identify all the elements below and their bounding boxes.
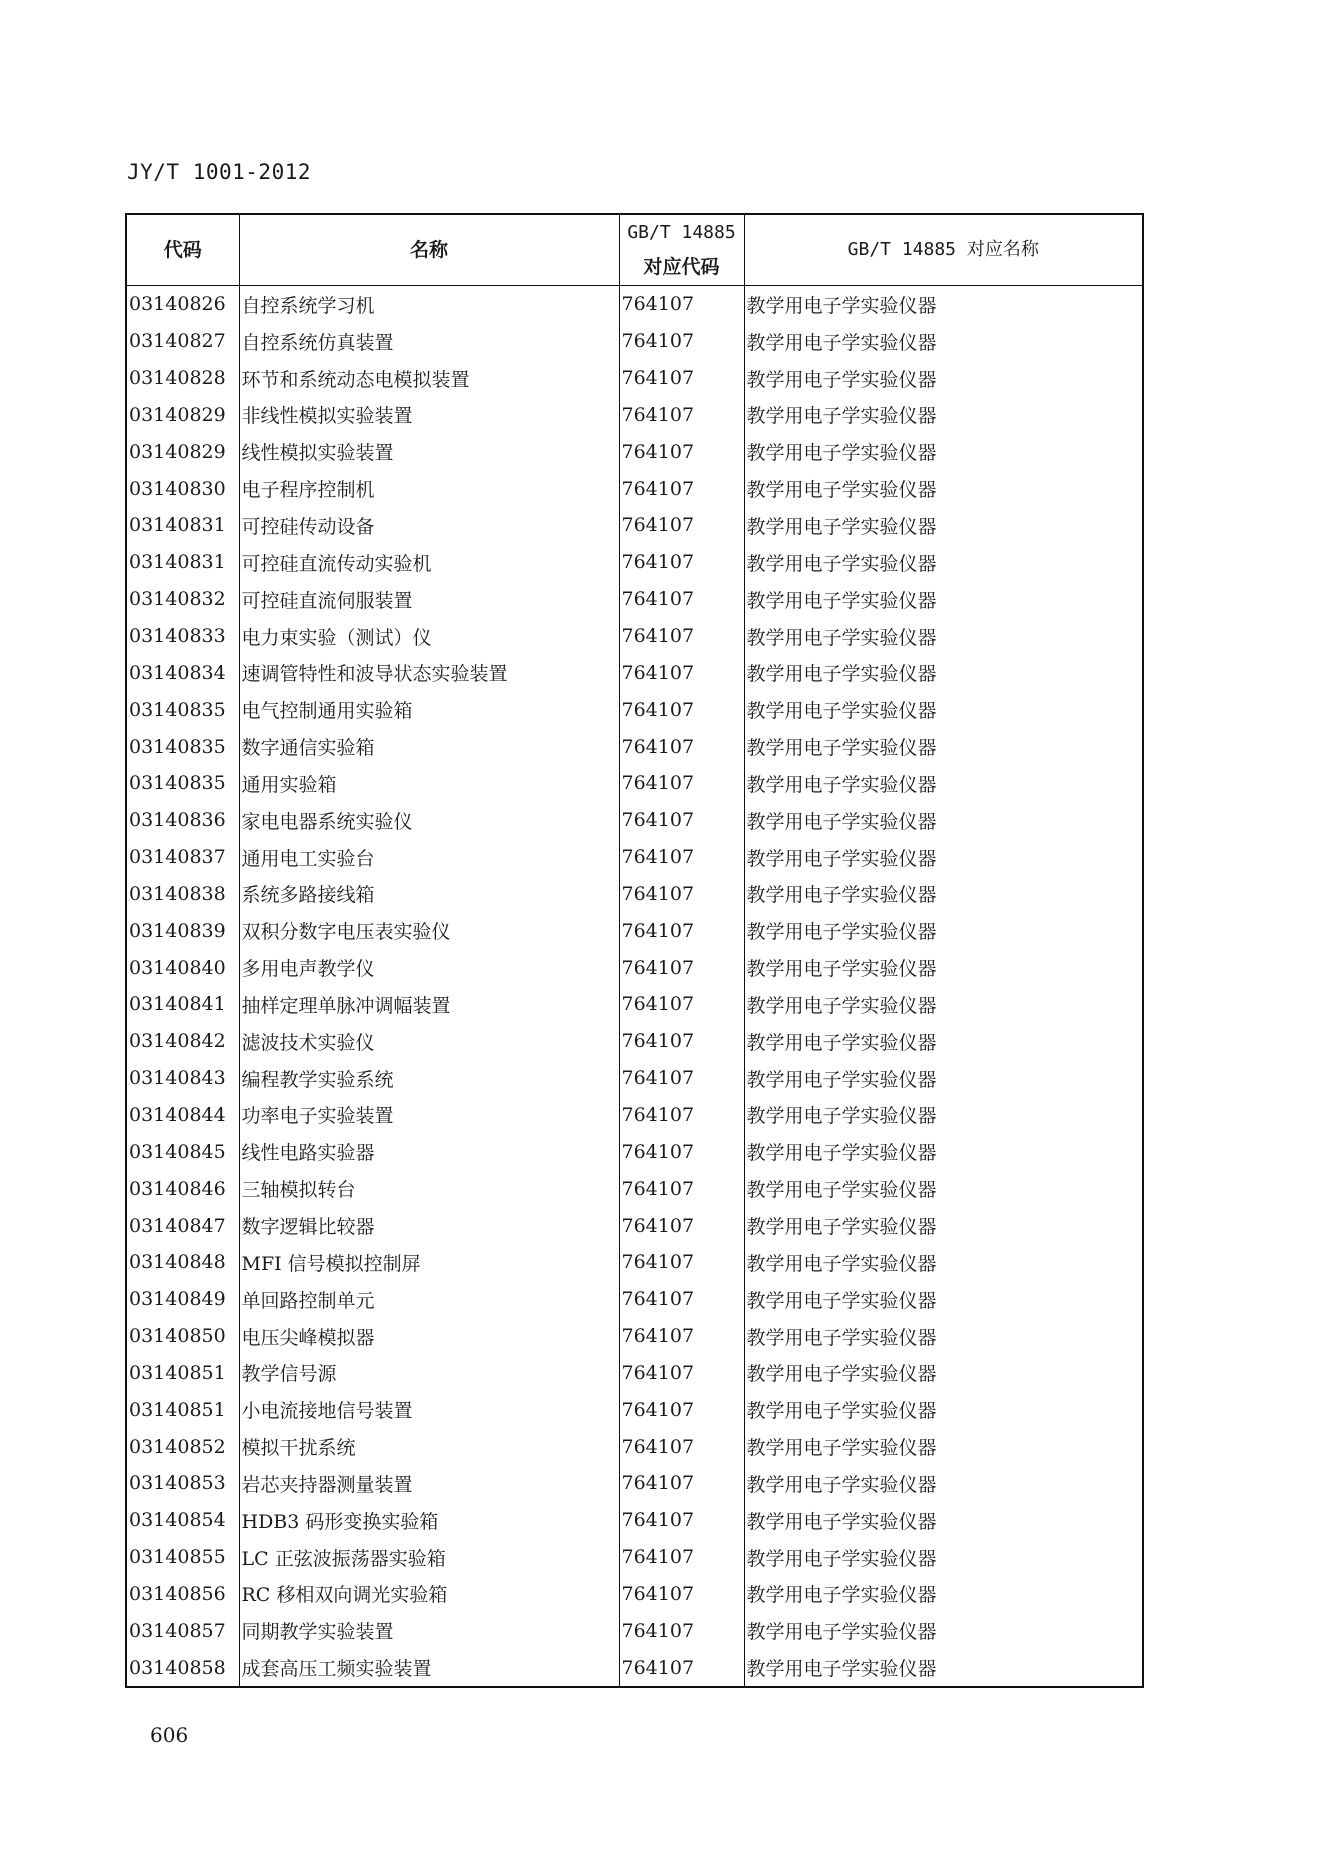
table-body [126,286,1143,1688]
cell-code: 03140829 [126,397,239,434]
cell-name: 通用电工实验台 [239,839,619,876]
cell-gb-code: 764107 [619,1502,744,1539]
table-row [126,1649,1143,1687]
cell-gb-name: 教学用电子学实验仪器 [744,544,1143,581]
cell-code: 03140851 [126,1391,239,1428]
cell-gb-code: 764107 [619,470,744,507]
cell-code: 03140835 [126,765,239,802]
cell-code: 03140848 [126,1244,239,1281]
cell-name: 电气控制通用实验箱 [239,691,619,728]
header-name: 名称 [239,214,619,286]
cell-gb-name: 教学用电子学实验仪器 [744,876,1143,913]
cell-gb-code: 764107 [619,1576,744,1613]
cell-gb-name: 教学用电子学实验仪器 [744,986,1143,1023]
cell-gb-code: 764107 [619,765,744,802]
cell-name: 电子程序控制机 [239,470,619,507]
cell-name: 可控硅直流传动实验机 [239,544,619,581]
table-row [126,912,1143,949]
cell-gb-name: 教学用电子学实验仪器 [744,1428,1143,1465]
cell-code: 03140829 [126,433,239,470]
header-code: 代码 [126,214,239,286]
cell-name: 数字通信实验箱 [239,728,619,765]
cell-gb-name: 教学用电子学实验仪器 [744,802,1143,839]
cell-name: 同期教学实验装置 [239,1612,619,1649]
table-row [126,286,1143,323]
table-row [126,507,1143,544]
table-row [126,544,1143,581]
page-number: 606 [150,1723,189,1747]
cell-name: 环节和系统动态电模拟装置 [239,360,619,397]
cell-gb-code: 764107 [619,1428,744,1465]
cell-gb-code: 764107 [619,286,744,323]
table-row [126,433,1143,470]
cell-name: 非线性模拟实验装置 [239,397,619,434]
cell-name: 岩芯夹持器测量装置 [239,1465,619,1502]
cell-code: 03140828 [126,360,239,397]
cell-gb-code: 764107 [619,1133,744,1170]
cell-gb-code: 764107 [619,1649,744,1687]
table-row [126,1354,1143,1391]
document-id: JY/T 1001-2012 [127,160,312,184]
table-row [126,1060,1143,1097]
cell-name: 电压尖峰模拟器 [239,1318,619,1355]
cell-name: 家电电器系统实验仪 [239,802,619,839]
table-row [126,1244,1143,1281]
table-row [126,323,1143,360]
cell-gb-code: 764107 [619,1539,744,1576]
cell-name: 成套高压工频实验装置 [239,1649,619,1687]
cell-code: 03140852 [126,1428,239,1465]
cell-gb-name: 教学用电子学实验仪器 [744,839,1143,876]
cell-gb-code: 764107 [619,1244,744,1281]
cell-gb-name: 教学用电子学实验仪器 [744,581,1143,618]
cell-code: 03140840 [126,949,239,986]
header-gb-code-line1: GB/T 14885 [627,222,736,243]
cell-gb-name: 教学用电子学实验仪器 [744,507,1143,544]
table-row [126,986,1143,1023]
cell-code: 03140857 [126,1612,239,1649]
cell-gb-code: 764107 [619,433,744,470]
table-row [126,691,1143,728]
cell-gb-code: 764107 [619,1391,744,1428]
cell-gb-code: 764107 [619,544,744,581]
cell-gb-code: 764107 [619,1207,744,1244]
cell-name: 系统多路接线箱 [239,876,619,913]
cell-gb-code: 764107 [619,839,744,876]
cell-code: 03140830 [126,470,239,507]
cell-gb-name: 教学用电子学实验仪器 [744,1060,1143,1097]
table-row [126,1576,1143,1613]
cell-gb-code: 764107 [619,1318,744,1355]
header-gb-name: GB/T 14885 对应名称 [744,214,1143,286]
cell-code: 03140826 [126,286,239,323]
cell-name: 抽样定理单脉冲调幅装置 [239,986,619,1023]
cell-name: 编程教学实验系统 [239,1060,619,1097]
table-row [126,1097,1143,1134]
cell-name: RC 移相双向调光实验箱 [239,1576,619,1613]
table-row [126,949,1143,986]
cell-gb-code: 764107 [619,397,744,434]
cell-gb-code: 764107 [619,728,744,765]
table-row [126,765,1143,802]
cell-gb-name: 教学用电子学实验仪器 [744,470,1143,507]
table-row [126,728,1143,765]
cell-name: 速调管特性和波导状态实验装置 [239,654,619,691]
table-row [126,470,1143,507]
cell-gb-name: 教学用电子学实验仪器 [744,1576,1143,1613]
cell-code: 03140842 [126,1023,239,1060]
cell-name: 滤波技术实验仪 [239,1023,619,1060]
cell-gb-name: 教学用电子学实验仪器 [744,691,1143,728]
cell-name: 多用电声教学仪 [239,949,619,986]
cell-gb-name: 教学用电子学实验仪器 [744,765,1143,802]
table-row [126,1539,1143,1576]
cell-code: 03140851 [126,1354,239,1391]
table-row [126,397,1143,434]
cell-gb-name: 教学用电子学实验仪器 [744,1391,1143,1428]
cell-name: 可控硅直流伺服装置 [239,581,619,618]
cell-gb-name: 教学用电子学实验仪器 [744,1539,1143,1576]
cell-name: 教学信号源 [239,1354,619,1391]
cell-name: HDB3 码形变换实验箱 [239,1502,619,1539]
cell-code: 03140845 [126,1133,239,1170]
cell-gb-name: 教学用电子学实验仪器 [744,1465,1143,1502]
table-header-row [126,214,1143,286]
table-row [126,1281,1143,1318]
cell-code: 03140858 [126,1649,239,1687]
cell-gb-code: 764107 [619,1170,744,1207]
cell-gb-code: 764107 [619,1612,744,1649]
cell-name: 自控系统仿真装置 [239,323,619,360]
cell-name: 自控系统学习机 [239,286,619,323]
table-row [126,1207,1143,1244]
cell-gb-code: 764107 [619,986,744,1023]
table-row [126,1502,1143,1539]
cell-gb-code: 764107 [619,949,744,986]
cell-code: 03140846 [126,1170,239,1207]
cell-gb-name: 教学用电子学实验仪器 [744,360,1143,397]
cell-code: 03140855 [126,1539,239,1576]
cell-name: 线性电路实验器 [239,1133,619,1170]
cell-gb-name: 教学用电子学实验仪器 [744,912,1143,949]
table-row [126,1428,1143,1465]
cell-gb-code: 764107 [619,1097,744,1134]
cell-name: LC 正弦波振荡器实验箱 [239,1539,619,1576]
cell-code: 03140834 [126,654,239,691]
cell-code: 03140837 [126,839,239,876]
table-row [126,1391,1143,1428]
cell-code: 03140835 [126,728,239,765]
cell-name: 双积分数字电压表实验仪 [239,912,619,949]
cell-gb-code: 764107 [619,1465,744,1502]
cell-gb-name: 教学用电子学实验仪器 [744,728,1143,765]
cell-gb-code: 764107 [619,1354,744,1391]
cell-gb-name: 教学用电子学实验仪器 [744,1318,1143,1355]
cell-gb-code: 764107 [619,654,744,691]
cell-code: 03140833 [126,618,239,655]
table-row [126,1133,1143,1170]
table-row [126,802,1143,839]
table-row [126,1170,1143,1207]
cell-gb-name: 教学用电子学实验仪器 [744,1133,1143,1170]
cell-name: 三轴模拟转台 [239,1170,619,1207]
cell-gb-code: 764107 [619,1281,744,1318]
cell-gb-code: 764107 [619,802,744,839]
table-row [126,839,1143,876]
table-row [126,876,1143,913]
table-row [126,1612,1143,1649]
cell-code: 03140856 [126,1576,239,1613]
table-row [126,1318,1143,1355]
cell-code: 03140835 [126,691,239,728]
table-row [126,1465,1143,1502]
cell-code: 03140836 [126,802,239,839]
cell-gb-name: 教学用电子学实验仪器 [744,286,1143,323]
cell-gb-name: 教学用电子学实验仪器 [744,618,1143,655]
cell-name: MFI 信号模拟控制屏 [239,1244,619,1281]
cell-gb-name: 教学用电子学实验仪器 [744,1170,1143,1207]
cell-gb-name: 教学用电子学实验仪器 [744,949,1143,986]
cell-gb-name: 教学用电子学实验仪器 [744,1281,1143,1318]
table-row [126,360,1143,397]
cell-name: 功率电子实验装置 [239,1097,619,1134]
cell-gb-name: 教学用电子学实验仪器 [744,1502,1143,1539]
cell-name: 可控硅传动设备 [239,507,619,544]
cell-gb-code: 764107 [619,912,744,949]
cell-code: 03140832 [126,581,239,618]
cell-code: 03140849 [126,1281,239,1318]
cell-gb-code: 764107 [619,507,744,544]
table-row [126,618,1143,655]
table-row [126,654,1143,691]
cell-code: 03140831 [126,544,239,581]
cell-gb-code: 764107 [619,876,744,913]
cell-gb-code: 764107 [619,360,744,397]
cell-code: 03140839 [126,912,239,949]
cell-gb-name: 教学用电子学实验仪器 [744,1097,1143,1134]
header-gb-code [619,214,744,286]
cell-name: 单回路控制单元 [239,1281,619,1318]
cell-gb-name: 教学用电子学实验仪器 [744,397,1143,434]
cell-name: 电力束实验（测试）仪 [239,618,619,655]
cell-gb-name: 教学用电子学实验仪器 [744,1023,1143,1060]
header-gb-code-line2: 对应代码 [643,256,720,278]
cell-gb-name: 教学用电子学实验仪器 [744,1649,1143,1687]
cell-gb-code: 764107 [619,691,744,728]
cell-code: 03140827 [126,323,239,360]
cell-name: 线性模拟实验装置 [239,433,619,470]
cell-gb-name: 教学用电子学实验仪器 [744,323,1143,360]
cell-name: 小电流接地信号装置 [239,1391,619,1428]
cell-gb-code: 764107 [619,1023,744,1060]
cell-code: 03140843 [126,1060,239,1097]
cell-gb-name: 教学用电子学实验仪器 [744,433,1143,470]
table-row [126,581,1143,618]
cell-gb-name: 教学用电子学实验仪器 [744,654,1143,691]
cell-code: 03140844 [126,1097,239,1134]
cell-code: 03140853 [126,1465,239,1502]
cell-code: 03140841 [126,986,239,1023]
cell-code: 03140847 [126,1207,239,1244]
cell-gb-name: 教学用电子学实验仪器 [744,1354,1143,1391]
cell-gb-name: 教学用电子学实验仪器 [744,1244,1143,1281]
table-row [126,1023,1143,1060]
cell-gb-code: 764107 [619,1060,744,1097]
cell-code: 03140838 [126,876,239,913]
cell-code: 03140850 [126,1318,239,1355]
cell-gb-code: 764107 [619,618,744,655]
cell-gb-code: 764107 [619,581,744,618]
cell-gb-name: 教学用电子学实验仪器 [744,1207,1143,1244]
cell-name: 通用实验箱 [239,765,619,802]
cell-gb-code: 764107 [619,323,744,360]
cell-code: 03140854 [126,1502,239,1539]
code-mapping-table [125,213,1144,1688]
cell-gb-name: 教学用电子学实验仪器 [744,1612,1143,1649]
cell-name: 数字逻辑比较器 [239,1207,619,1244]
cell-code: 03140831 [126,507,239,544]
cell-name: 模拟干扰系统 [239,1428,619,1465]
